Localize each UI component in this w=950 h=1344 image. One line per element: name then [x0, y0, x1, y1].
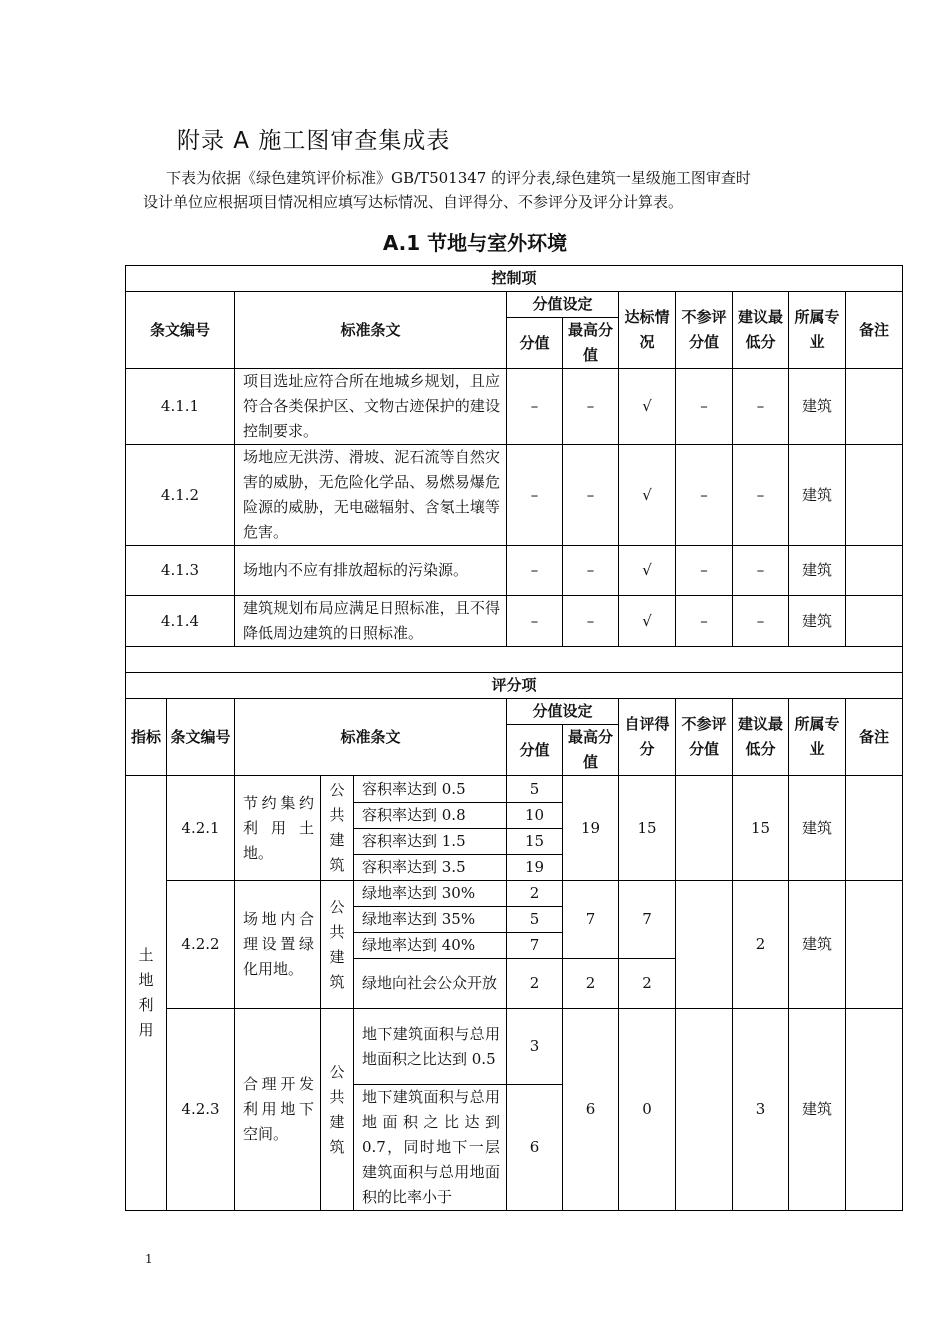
remark-cell — [846, 881, 903, 1009]
score-cell: – — [507, 596, 563, 647]
max-score-cell: 19 — [563, 776, 619, 881]
self-score-cell: 0 — [619, 1009, 676, 1211]
score-cell: 15 — [507, 829, 563, 855]
control-section-title: 控制项 — [126, 266, 903, 292]
discipline-cell: 建筑 — [789, 546, 846, 596]
scoring-header-self-score: 自评得分 — [619, 699, 676, 776]
discipline-cell: 建筑 — [789, 369, 846, 445]
scoring-section-title: 评分项 — [126, 673, 903, 699]
building-type: 公共建筑 — [321, 881, 354, 1009]
control-header-max-score: 最高分值 — [563, 318, 619, 369]
sub-clause-text: 容积率达到 0.8 — [354, 803, 507, 829]
table-row — [126, 369, 903, 445]
min-suggested-cell: 15 — [733, 776, 789, 881]
status-cell: √ — [619, 596, 676, 647]
min-suggested-cell: – — [733, 596, 789, 647]
score-cell: 5 — [507, 907, 563, 933]
discipline-cell: 建筑 — [789, 1009, 846, 1211]
min-suggested-cell: – — [733, 369, 789, 445]
control-header-remark: 备注 — [846, 292, 903, 369]
control-header-score-setting: 分值设定 — [507, 292, 619, 318]
score-cell: 10 — [507, 803, 563, 829]
clause-text: 场地内合理设置绿化用地。 — [235, 881, 321, 1009]
assessment-table — [125, 265, 903, 1211]
self-score-cell: 15 — [619, 776, 676, 881]
table-row — [126, 445, 903, 546]
min-suggested-cell: 2 — [733, 881, 789, 1009]
building-type: 公共建筑 — [321, 1009, 354, 1211]
max-score-cell: 7 — [563, 881, 619, 959]
scoring-header-not-evaluated: 不参评分值 — [676, 699, 733, 776]
clause-no: 4.1.2 — [126, 445, 235, 546]
clause-no: 4.2.2 — [167, 881, 235, 1009]
section-title: A.1 节地与室外环境 — [382, 231, 568, 255]
not-evaluated-cell: – — [676, 445, 733, 546]
clause-text: 场地内不应有排放超标的污染源。 — [235, 546, 507, 596]
status-cell: √ — [619, 369, 676, 445]
score-cell: 2 — [507, 881, 563, 907]
self-score-cell: 2 — [619, 959, 676, 1009]
clause-no: 4.1.4 — [126, 596, 235, 647]
remark-cell — [846, 369, 903, 445]
score-cell: – — [507, 546, 563, 596]
control-header-status: 达标情况 — [619, 292, 676, 369]
max-score-cell: – — [563, 369, 619, 445]
min-suggested-cell: – — [733, 546, 789, 596]
max-score-cell: – — [563, 445, 619, 546]
intro-line-1: 下表为依据《绿色建筑评价标准》GB/T501347 的评分表,绿色建筑一星级施工图审查时 — [166, 169, 751, 187]
clause-no: 4.1.3 — [126, 546, 235, 596]
spacer-row — [126, 647, 903, 673]
control-header-not-evaluated: 不参评分值 — [676, 292, 733, 369]
control-header-score: 分值 — [507, 318, 563, 369]
scoring-header-standard: 标准条文 — [235, 699, 507, 776]
building-type: 公共建筑 — [321, 776, 354, 881]
status-cell: √ — [619, 445, 676, 546]
scoring-header-remark: 备注 — [846, 699, 903, 776]
not-evaluated-cell: – — [676, 369, 733, 445]
sub-clause-text: 地下建筑面积与总用地面积之比达到 0.7，同时地下一层建筑面积与总用地面积的比率小于 — [354, 1085, 507, 1211]
score-cell: 3 — [507, 1009, 563, 1085]
scoring-header-indicator: 指标 — [126, 699, 167, 776]
appendix-title: 附录 A 施工图审查集成表 — [177, 128, 451, 154]
clause-no: 4.1.1 — [126, 369, 235, 445]
control-header-standard: 标准条文 — [235, 292, 507, 369]
max-score-cell: 6 — [563, 1009, 619, 1211]
self-score-cell: 7 — [619, 881, 676, 959]
remark-cell — [846, 776, 903, 881]
score-cell: 5 — [507, 776, 563, 803]
sub-clause-text: 容积率达到 0.5 — [354, 776, 507, 803]
discipline-cell: 建筑 — [789, 445, 846, 546]
sub-clause-text: 绿地率达到 35% — [354, 907, 507, 933]
table-row — [126, 546, 903, 596]
not-evaluated-cell: – — [676, 596, 733, 647]
clause-no: 4.2.1 — [167, 776, 235, 881]
scoring-header-discipline: 所属专业 — [789, 699, 846, 776]
page-number: 1 — [145, 1252, 153, 1266]
sub-clause-text: 绿地率达到 30% — [354, 881, 507, 907]
score-cell: 7 — [507, 933, 563, 959]
sub-clause-text: 绿地率达到 40% — [354, 933, 507, 959]
not-evaluated-cell — [676, 881, 733, 1009]
not-evaluated-cell: – — [676, 546, 733, 596]
score-cell: – — [507, 445, 563, 546]
remark-cell — [846, 1009, 903, 1211]
indicator-land-use: 土地利用 — [126, 776, 167, 1211]
control-header-discipline: 所属专业 — [789, 292, 846, 369]
sub-clause-text: 绿地向社会公众开放 — [354, 959, 507, 1009]
scoring-header-score-setting: 分值设定 — [507, 699, 619, 725]
control-header-min-suggested: 建议最低分 — [733, 292, 789, 369]
control-header-clause-no: 条文编号 — [126, 292, 235, 369]
sub-clause-text: 容积率达到 3.5 — [354, 855, 507, 881]
clause-text: 合理开发利用地下空间。 — [235, 1009, 321, 1211]
remark-cell — [846, 596, 903, 647]
score-cell: – — [507, 369, 563, 445]
sub-clause-text: 地下建筑面积与总用地面积之比达到 0.5 — [354, 1009, 507, 1085]
scoring-header-min-suggested: 建议最低分 — [733, 699, 789, 776]
table-row — [126, 596, 903, 647]
remark-cell — [846, 445, 903, 546]
clause-text: 建筑规划布局应满足日照标准，且不得降低周边建筑的日照标准。 — [235, 596, 507, 647]
max-score-cell: 2 — [563, 959, 619, 1009]
not-evaluated-cell — [676, 776, 733, 881]
score-cell: 19 — [507, 855, 563, 881]
min-suggested-cell: 3 — [733, 1009, 789, 1211]
discipline-cell: 建筑 — [789, 881, 846, 1009]
score-cell: 6 — [507, 1085, 563, 1211]
clause-text: 场地应无洪涝、滑坡、泥石流等自然灾害的威胁，无危险化学品、易燃易爆危险源的威胁，无电磁辐射、含氡土壤等危害。 — [235, 445, 507, 546]
intro-line-2: 设计单位应根据项目情况相应填写达标情况、自评得分、不参评分及评分计算表。 — [143, 193, 684, 211]
scoring-header-score: 分值 — [507, 725, 563, 776]
discipline-cell: 建筑 — [789, 776, 846, 881]
max-score-cell: – — [563, 596, 619, 647]
clause-text: 节约集约利用土地。 — [235, 776, 321, 881]
remark-cell — [846, 546, 903, 596]
scoring-header-clause-no: 条文编号 — [167, 699, 235, 776]
clause-text: 项目选址应符合所在地城乡规划，且应符合各类保护区、文物古迹保护的建设控制要求。 — [235, 369, 507, 445]
scoring-header-max-score: 最高分值 — [563, 725, 619, 776]
score-cell: 2 — [507, 959, 563, 1009]
max-score-cell: – — [563, 546, 619, 596]
sub-clause-text: 容积率达到 1.5 — [354, 829, 507, 855]
status-cell: √ — [619, 546, 676, 596]
min-suggested-cell: – — [733, 445, 789, 546]
clause-no: 4.2.3 — [167, 1009, 235, 1211]
not-evaluated-cell — [676, 1009, 733, 1211]
discipline-cell: 建筑 — [789, 596, 846, 647]
